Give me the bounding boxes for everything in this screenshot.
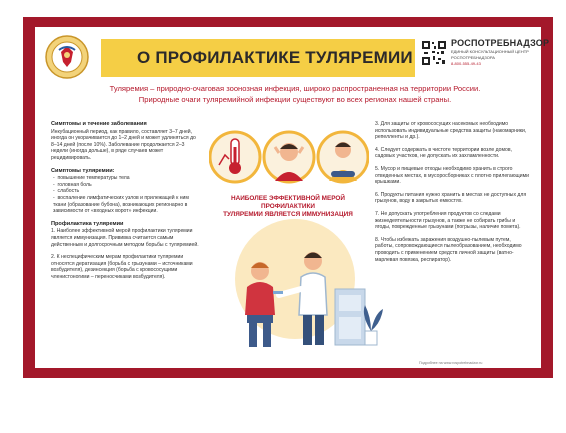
vaccination-illustration <box>215 219 385 349</box>
thermometer-icon <box>210 132 260 182</box>
symptom-icons <box>209 125 369 189</box>
immunization-callout <box>205 195 371 219</box>
prevention-item: 7. Не допускать употребления продуктов со следами жизнедеятельности грызунов, а также не собирать грибы и ягоды, поврежденные грызунами (погрызы, наличие помета). <box>375 210 521 231</box>
weakness-icon <box>318 132 368 182</box>
callout-line-2: ТУЛЯРЕМИИ ЯВЛЯЕТСЯ ИММУНИЗАЦИЯ <box>223 211 353 218</box>
page-title: О ПРОФИЛАКТИКЕ ТУЛЯРЕМИИ <box>137 48 413 67</box>
prevention-item: 5. Мусор и пищевые отходы необходимо хранить в строго отведенных местах, в мусоросборниках с плотно прилегающими крышками. <box>375 165 529 186</box>
prevention-item: 1. Наиболее эффективной мерой профилактики туляремии является иммунизация. Прививка считается самым действенным и долгосрочным методом борьбы с туляремией. <box>51 228 199 248</box>
title-bar <box>101 39 415 77</box>
prevention-item: 3. Для защиты от кровососущих насекомых необходимо использовать индивидуальные средства защиты (накомарники, репелленты и др.). <box>375 121 527 141</box>
intro-line-1: Туляремия – природно-очаговая зоонозная инфекция, широко распространенная на территории России. <box>109 84 481 93</box>
symptom-item: - повышение температуры тела <box>53 175 130 182</box>
symptoms-heading: Симптомы туляремии: <box>51 167 115 174</box>
poster-frame <box>23 17 553 378</box>
symptom-item: - головная боль <box>53 181 92 188</box>
headache-icon <box>264 132 314 182</box>
symptoms-course-heading: Симптомы и течение заболевания <box>51 121 147 127</box>
poster-content <box>35 27 550 368</box>
symptoms-course-text: Инкубационный период, как правило, составляет 3–7 дней, иногда он укорачивается до 1–2 дней и может удлиняться до 8–14 дней (после 10%). Заболевание продолжается 2–3 недели (иногда дольше), в ряде случаев может рецидивировать. <box>51 128 196 161</box>
callout-line-1: НАИБОЛЕЕ ЭФФЕКТИВНОЙ МЕРОЙ ПРОФИЛАКТИКИ <box>230 195 346 210</box>
qr-code-icon <box>421 40 447 66</box>
symptom-item: - слабость <box>53 188 80 195</box>
cabinet-icon <box>335 289 365 345</box>
prevention-item: 6. Продукты питания нужно хранить в местах не доступных для грызунов, воду в закрытых емкостях. <box>375 191 527 205</box>
org-name: РОСПОТРЕБНАДЗОР <box>451 38 550 48</box>
emblem-icon <box>45 35 89 79</box>
prevention-item: 2. К неспецифическим мерам профилактики туляремии относятся дератизация (борьба с грызунами – источниками возбудителя), дезинсекция (борьба с кровососущими членистоногими – переносчиками возбудителя). <box>51 254 193 280</box>
right-column <box>375 121 530 269</box>
prevention-item: 8. Чтобы избежать заражения воздушно-пылевым путем, работы, сопровождающиеся пылеобразованием, необходимо проводить с применением средств личной защиты (ватно-марлевая повязка, респиратор). <box>375 236 522 263</box>
left-column <box>51 121 201 286</box>
org-block <box>451 38 550 66</box>
prevention-item: 4. Следует содержать в чистоте территории возле домов, садовых участков, не допускать их захламленности. <box>375 146 512 160</box>
plant-icon <box>364 305 383 345</box>
org-phone: 8-800-555-49-43 <box>451 61 481 66</box>
intro-line-2: Природные очаги туляремийной инфекции существуют во всех регионах нашей страны. <box>138 95 452 104</box>
intro-text <box>95 83 495 105</box>
org-line: РОСПОТРЕБНАДЗОРА <box>451 55 495 60</box>
footer-link: Подробнее на www.rospotrebnadzor.ru <box>419 361 483 365</box>
symptom-item: - воспаление лимфатических узлов и прилежащей к ним ткани (образование бубона), возникающих регионарно в зависимости от «входных ворот» инфекции. <box>53 194 189 215</box>
org-subtitle: ЕДИНЫЙ КОНСУЛЬТАЦИОННЫЙ ЦЕНТР <box>451 49 529 54</box>
prevention-heading: Профилактика туляремии <box>51 220 124 227</box>
